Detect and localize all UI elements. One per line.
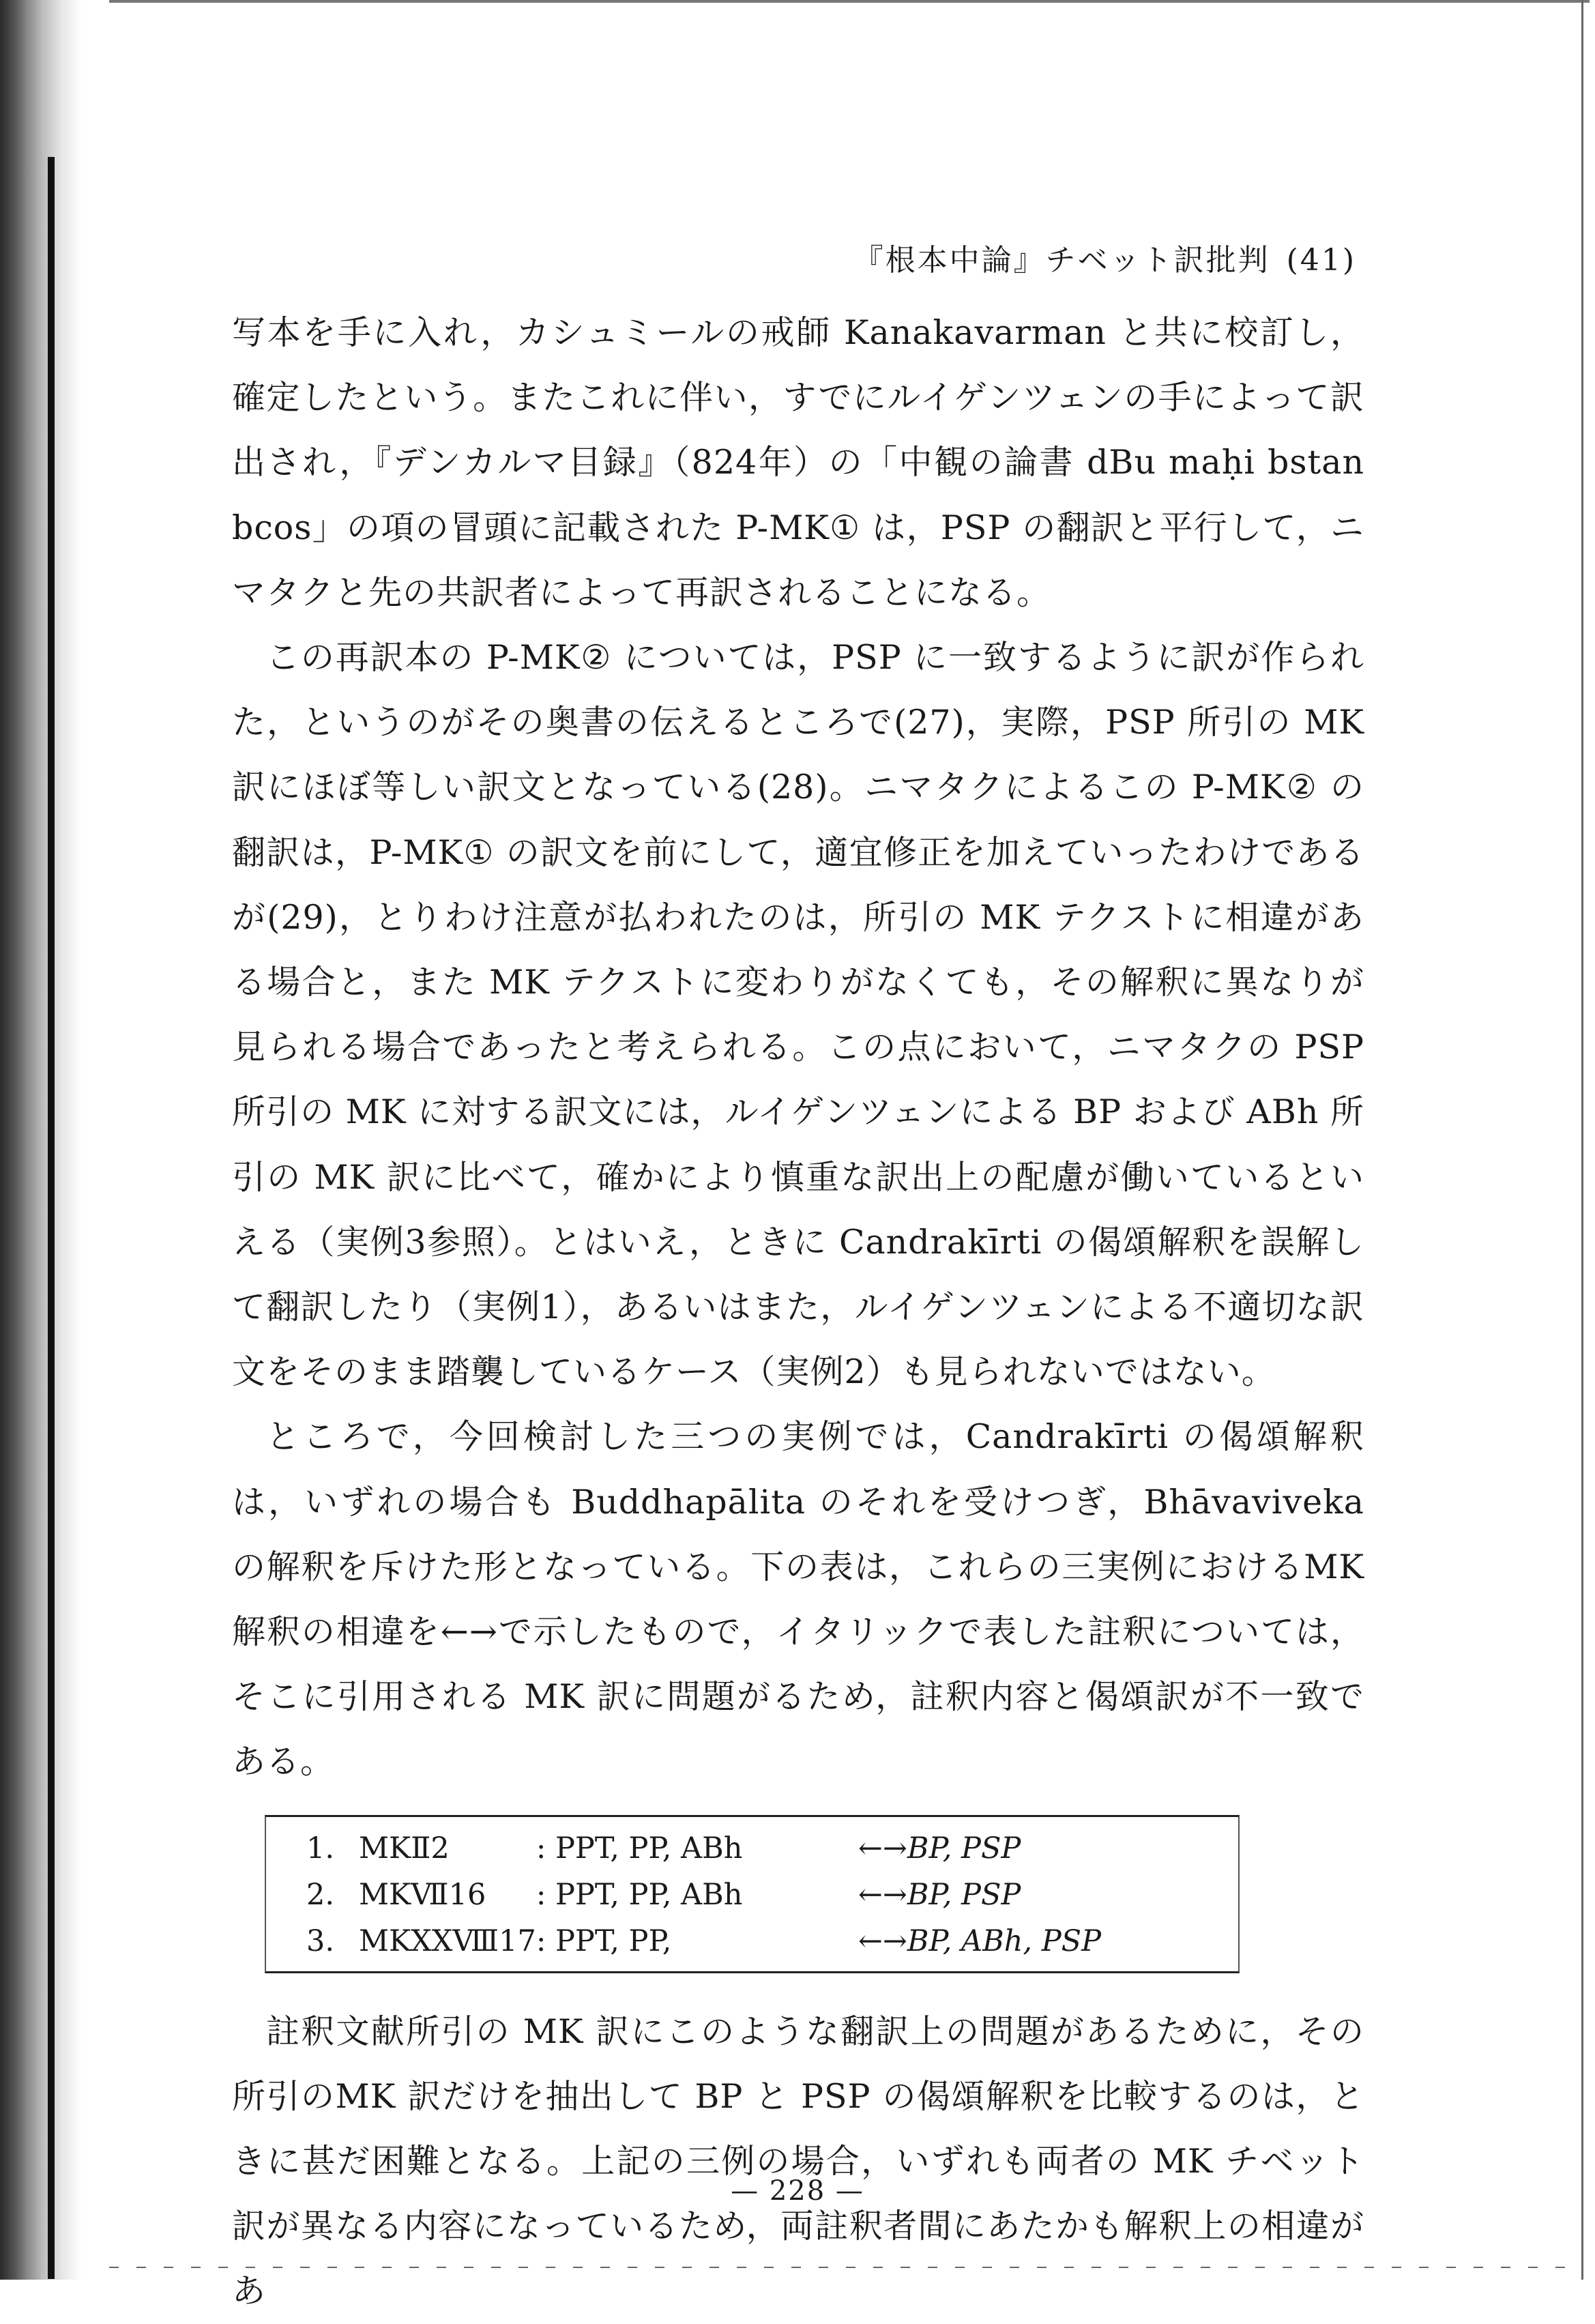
page-right-edge bbox=[1581, 0, 1583, 2280]
page-top-edge bbox=[109, 0, 1590, 3]
table-row bbox=[266, 1825, 1101, 1872]
table-row bbox=[266, 1918, 1101, 1964]
binding-edge-line bbox=[48, 157, 55, 2279]
binding-shadow bbox=[0, 0, 82, 2280]
body-text bbox=[232, 300, 1364, 2324]
commentaries-group-a: : PPT, PP, ABh bbox=[536, 1877, 743, 1912]
row-number: 1. bbox=[306, 1831, 334, 1865]
commentaries-group-b: ←→BP, PSP bbox=[858, 1877, 1021, 1912]
folio-number: (41) bbox=[1286, 243, 1356, 278]
table-row bbox=[266, 1872, 1101, 1918]
verse-reference: MKXXⅧ17 bbox=[359, 1923, 536, 1958]
commentaries-group-b: ←→BP, ABh, PSP bbox=[858, 1923, 1102, 1958]
commentaries-group-b: ←→BP, PSP bbox=[858, 1831, 1021, 1865]
comparison-table bbox=[265, 1815, 1240, 1973]
page-bottom-edge bbox=[109, 2267, 1583, 2268]
running-title: 『根本中論』チベット訳批判 bbox=[853, 243, 1270, 278]
paragraph-2: この再訳本の P-MK② については，PSP に一致するように訳が作られた，というのがその奥書の伝えるところで(27)，実際，PSP 所引の MK 訳にほぼ等しい訳文となっている(28)。ニマタクによるこの P-MK② の翻訳は，P-MK① の訳文を前にして，適宜修正を加えていったわけであるが(29)，とりわけ注意が払われたのは，所引の MK テクストに相違がある場合と，また MK テクストに変わりがなくても，その解釈に異なりが見られる場合であったと考えられる。この点において，ニマタクの PSP 所引の MK に対する訳文には，ルイゲンツェンによる BP および ABh 所引の MK 訳に比べて，確かにより慎重な訳出上の配慮が働いているといえる（実例3参照）。とはいえ，ときに Candrakīrti の偈頌解釈を誤解して翻訳したり（実例1），あるいはまた，ルイゲンツェンによる不適切な訳文をそのまま踏襲しているケース（実例2）も見られないではない。 bbox=[232, 638, 1364, 1392]
paragraph-3: ところで，今回検討した三つの実例では，Candrakīrti の偈頌解釈は，いずれの場合も Buddhapālita のそれを受けつぎ，Bhāvaviveka の解釈を斥けた形となっている。下の表は，これらの三実例におけるMK解釈の相違を←→で示したもので，イタリックで表した註釈については，そこに引用される MK 訳に問題がるため，註釈内容と偈頌訳が不一致である。 bbox=[232, 1417, 1364, 1782]
running-header bbox=[853, 235, 1356, 279]
page-number: — 228 — bbox=[731, 2175, 864, 2207]
verse-reference: MKⅦ16 bbox=[359, 1877, 486, 1912]
paragraph-1: 写本を手に入れ，カシュミールの戒師 Kanakavarman と共に校訂し，確定したという。またこれに伴い，すでにルイゲンツェンの手によって訳出され，『デンカルマ目録』（824年）の「中観の論書 dBu maḥi bstan bcos」の項の冒頭に記載された P-MK① は，PSP の翻訳と平行して，ニマタクと先の共訳者によって再訳されることになる。 bbox=[232, 313, 1364, 612]
commentaries-group-a: : PPT, PP, bbox=[536, 1923, 672, 1958]
row-number: 2. bbox=[306, 1877, 334, 1912]
row-number: 3. bbox=[306, 1923, 334, 1958]
verse-reference: MKⅡ2 bbox=[359, 1831, 450, 1865]
paragraph-4: 註釈文献所引の MK 訳にこのような翻訳上の問題があるために，その所引のMK 訳だけを抽出して BP と PSP の偈頌解釈を比較するのは，ときに甚だ困難となる。上記の三例の場合，いずれも両者の MK チベット訳が異なる内容になっているため，両註釈者間にあたかも解釈上の相違があ bbox=[232, 2011, 1364, 2311]
commentaries-group-a: : PPT, PP, ABh bbox=[536, 1831, 743, 1865]
